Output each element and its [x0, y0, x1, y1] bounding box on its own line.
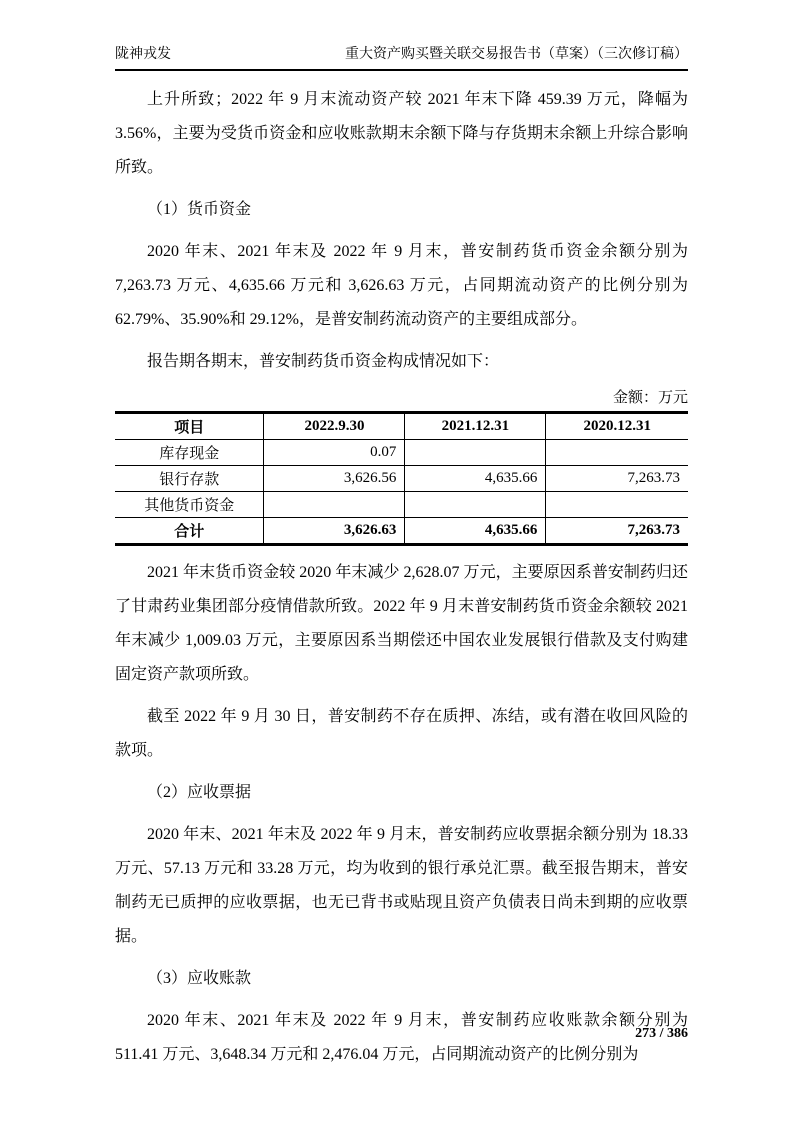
change-analysis-paragraph: 2021 年末货币资金较 2020 年末减少 2,628.07 万元，主要原因系普安制药归还了甘肃药业集团部分疫情借款所致。2022 年 9 月末普安制药货币资金余额较 2021 年末减少 1,009.03 万元，主要原因系当期偿还中国农业发展银行借款及支付购建固定资产款项所致。: [115, 564, 688, 683]
monetary-funds-overview-paragraph: 2020 年末、2021 年末及 2022 年 9 月末，普安制药货币资金余额分别为 7,263.73 万元、4,635.66 万元和 3,626.63 万元，占同期流动资产的比例分别为 62.79%、35.90%和 29.12%，是普安制药流动资产的主要组成部分。: [115, 243, 688, 328]
table-intro-paragraph: 报告期各期末，普安制药货币资金构成情况如下：: [147, 353, 500, 370]
table-header-2021: 2021.12.31: [405, 413, 546, 440]
cell-value: [405, 440, 546, 466]
cell-value: 4,635.66: [405, 466, 546, 492]
cell-total-value: 3,626.63: [264, 518, 405, 545]
page-header: [115, 46, 688, 71]
cell-value: 7,263.73: [546, 466, 688, 492]
header-report-title: 重大资产购买暨关联交易报告书（草案）（三次修订稿）: [345, 47, 688, 62]
section-heading-accounts-receivable: （3）应收账款: [147, 970, 252, 987]
table-total-row: [115, 518, 688, 545]
table-row: [115, 440, 688, 466]
cell-value: 0.07: [264, 440, 405, 466]
row-label-bank-deposits: 银行存款: [115, 466, 264, 492]
section-heading-monetary-funds: （1）货币资金: [147, 201, 252, 218]
pledge-status-paragraph: 截至 2022 年 9 月 30 日，普安制药不存在质押、冻结，或有潜在收回风险的款项。: [115, 708, 688, 759]
cell-value: 3,626.56: [264, 466, 405, 492]
page-number: 273 / 386: [635, 1026, 688, 1041]
table-header-2020: 2020.12.31: [546, 413, 688, 440]
table-header-row: [115, 413, 688, 440]
cell-value: [546, 440, 688, 466]
cell-value: [405, 492, 546, 518]
intro-paragraph: 上升所致；2022 年 9 月末流动资产较 2021 年末下降 459.39 万元，降幅为 3.56%，主要为受货币资金和应收账款期末余额下降与存货期末余额上升综合影响所致。: [115, 91, 688, 176]
row-label-other-monetary-funds: 其他货币资金: [115, 492, 264, 518]
cell-value: [546, 492, 688, 518]
table-header-2022: 2022.9.30: [264, 413, 405, 440]
header-company-name: 陇神戎发: [115, 47, 171, 62]
table-header-item: 项目: [115, 413, 264, 440]
monetary-funds-table: [115, 411, 688, 546]
row-label-total: 合计: [174, 524, 205, 540]
section-heading-notes-receivable: （2）应收票据: [147, 784, 252, 801]
cell-total-value: 4,635.66: [405, 518, 546, 545]
table-row: [115, 492, 688, 518]
row-label-cash-on-hand: 库存现金: [115, 440, 264, 466]
table-unit-label: 金额：万元: [612, 390, 688, 406]
notes-receivable-paragraph: 2020 年末、2021 年末及 2022 年 9 月末，普安制药应收票据余额分别为 18.33 万元、57.13 万元和 33.28 万元，均为收到的银行承兑汇票。截至报告期末，普安制药无已质押的应收票据，也无已背书或贴现且资产负债表日尚未到期的应收票据。: [115, 826, 688, 945]
cell-value: [264, 492, 405, 518]
cell-total-value: 7,263.73: [546, 518, 688, 545]
page-content: [115, 83, 688, 1072]
table-row: [115, 466, 688, 492]
accounts-receivable-paragraph: 2020 年末、2021 年末及 2022 年 9 月末，普安制药应收账款余额分别为 511.41 万元、3,648.34 万元和 2,476.04 万元，占同期流动资产的比例分别为: [115, 1012, 688, 1063]
